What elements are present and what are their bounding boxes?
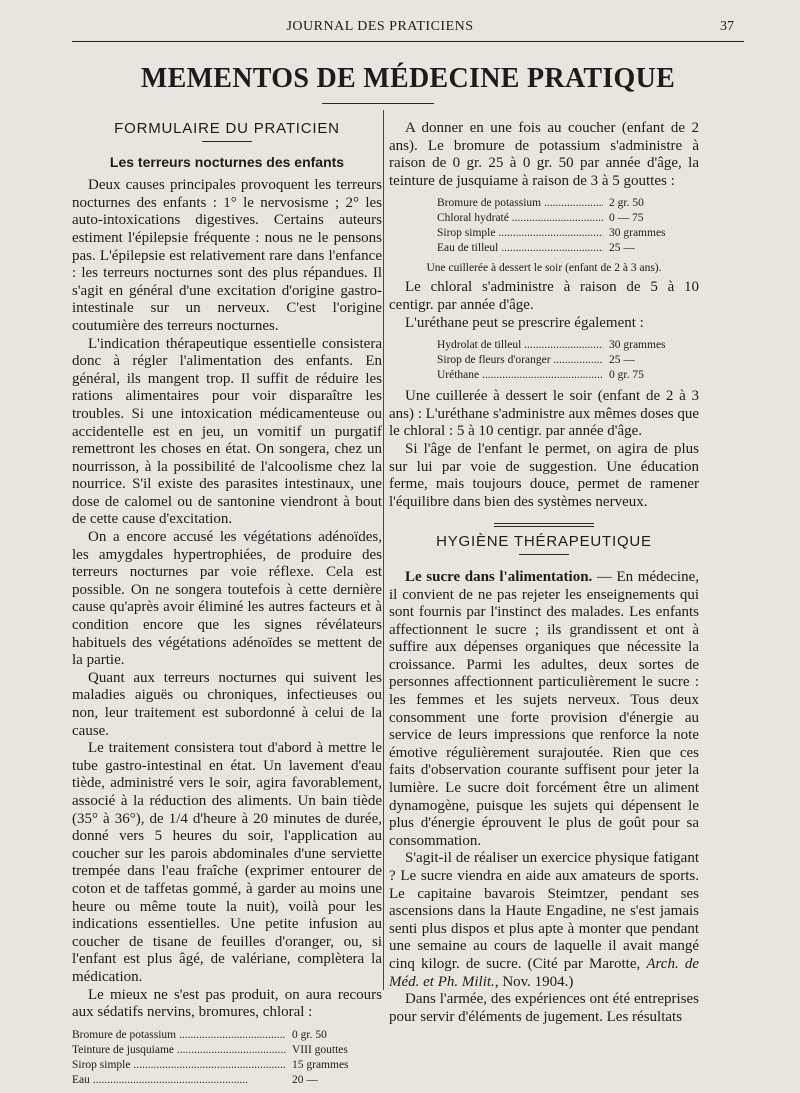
recipe-row bbox=[437, 338, 699, 353]
recipe-ingredient: Sirop simple ..... bbox=[72, 1058, 286, 1073]
recipe-quantity: 0 gr. 50 bbox=[292, 1028, 327, 1041]
title-rule bbox=[322, 103, 434, 104]
article-lead-title: Le sucre dans l'alimentation. bbox=[405, 568, 593, 585]
paragraph: Si l'âge de l'enfant le permet, on agira de plus sur lui par voie de suggestion. Une éducation ferme, mais toujours douce, permet de ramener l'équilibre dans bien des systèmes nerveux. bbox=[389, 440, 699, 510]
recipe-row bbox=[437, 353, 699, 368]
paragraph: On a encore accusé les végétations adénoïdes, les amygdales hypertrophiées, de produire des terreurs nocturnes par voie réflexe. Cela est possible. On ne songera toutefois à cette dernière cause qu'après avoir éliminé les autres facteurs et à condition encore que les signes révélateurs habituels des végétations adénoïdes se mettent de la partie. bbox=[72, 529, 382, 669]
recipe-quantity: 25 — bbox=[609, 242, 635, 255]
recipe-quantity: 2 gr. 50 bbox=[609, 197, 644, 210]
recipe-row bbox=[72, 1043, 372, 1058]
paragraph: Le traitement consistera tout d'abord à mettre le tube gastro-intestinal en état. Un lavement d'eau tiède, administré vers le soir, agira favorablement, associé à la réduction des aliments. Un bain tiède (35° à 36°), de 1/4 d'heure à 20 minutes de durée, donné vers 5 heures du soir, l'application au coucher sur les parois abdominales d'une serviette trempée dans l'eau fraîche (exprimer entourer de coton et de taffetas gommé, à garder au moins une heure ou même toute la nuit), voilà pour les indications essentielles. Une petite infusion au coucher de tisane de feuilles d'oranger, ou, si l'enfant est plus âgé, de valériane, complètera la médication. bbox=[72, 740, 382, 985]
recipe-quantity: 25 — bbox=[609, 354, 635, 367]
paragraph-intro: A donner en une fois au coucher (enfant de 2 ans). Le bromure de potassium s'administre à raison de 0 gr. 25 à 0 gr. 50 par année d'âge, la teinture de jusquiame à raison de 3 à 5 gouttes : bbox=[389, 120, 699, 189]
citation-reference: Arch. de Méd. et Ph. Milit. bbox=[389, 955, 699, 990]
recipe-ingredient: Uréthane ..... bbox=[437, 368, 603, 383]
header-rule bbox=[72, 41, 744, 42]
paragraph-text: S'agit-il de réaliser un exercice physique fatigant ? Le sucre viendra en aide aux amateurs de sports. Le capitaine bavarois Steimtzer, pendant ses ascensions dans la Haute Engadine, ne s'est jamais senti plus dispos et plus apte à monter que pendant une semaine au cours de laquelle il avait mangé cinq kilogr. de sucre. (Cité par Marotte, bbox=[389, 850, 699, 972]
recipe-row bbox=[437, 226, 699, 241]
recipe-bromure bbox=[72, 1028, 372, 1088]
recipe-ingredient: Bromure de potassium ..... bbox=[72, 1028, 286, 1043]
section-rule bbox=[519, 554, 569, 555]
right-column bbox=[389, 120, 699, 1026]
section-double-rule bbox=[494, 523, 594, 527]
recipe-row bbox=[437, 196, 699, 211]
recipe-urethane bbox=[437, 338, 699, 383]
recipe-row bbox=[72, 1073, 372, 1088]
running-head-title: JOURNAL DES PRATICIENS bbox=[286, 19, 474, 34]
paragraph: Le mieux ne s'est pas produit, on aura recours aux sédatifs nervins, bromures, chloral : bbox=[72, 986, 382, 1021]
recipe-ingredient: Sirop simple ..... bbox=[437, 226, 603, 241]
section-rule bbox=[202, 141, 252, 142]
section-title-formulaire: FORMULAIRE DU PRATICIEN bbox=[114, 120, 340, 137]
recipe-ingredient: Chloral hydraté ..... bbox=[437, 211, 603, 226]
recipe-ingredient: Eau ..... bbox=[72, 1073, 286, 1088]
section-title-hygiene: HYGIÈNE THÉRAPEUTIQUE bbox=[436, 533, 652, 551]
recipe-quantity: 30 grammes bbox=[609, 339, 666, 352]
recipe-ingredient: Bromure de potassium ..... bbox=[437, 196, 603, 211]
recipe-ingredient: Hydrolat de tilleul ..... bbox=[437, 338, 603, 353]
article-title: Les terreurs nocturnes des enfants bbox=[109, 153, 345, 170]
recipe-row bbox=[437, 211, 699, 226]
recipe-quantity: 20 — bbox=[292, 1073, 318, 1086]
running-head bbox=[0, 19, 800, 41]
page-number: 37 bbox=[720, 19, 734, 34]
recipe-ingredient: Sirop de fleurs d'oranger ..... bbox=[437, 353, 603, 368]
recipe-quantity: 0 — 75 bbox=[609, 212, 644, 225]
paragraph: Le chloral s'administre à raison de 5 à 10 centigr. par année d'âge. bbox=[389, 279, 699, 313]
recipe-quantity: 15 grammes bbox=[292, 1058, 349, 1071]
paragraph-sucre-2 bbox=[389, 850, 699, 991]
column-divider bbox=[383, 110, 384, 990]
paragraph-sucre bbox=[389, 569, 699, 851]
paragraph-text: — En médecine, il convient de ne pas rejeter les enseignements qui sont fournis par l'instinct des malades. Les enfants affectionnent le sucre ; ils grandissent et ont à suffire aux dépenses organiques que nécessite la croissance. Parmi les adultes, deux sortes de personnes affectionnent particulièrement le sucre : les femmes et les sujets nerveux. Tous deux consomment une forte provision d'énergie au service de leurs impressions que renforce la note émotive régulièrement surajoutée. Rien que ces faits d'observation courante suffisent pour jeter la lumière. Le sucre doit forcément être un aliment dynamogène, puisque les sujets qui dépensent le plus d'énergie éprouvent le plus de goût pour sa consommation. bbox=[389, 568, 699, 849]
recipe-quantity: 30 grammes bbox=[609, 227, 666, 240]
paragraph: L'uréthane peut se prescrire également : bbox=[405, 314, 644, 331]
recipe-row bbox=[72, 1028, 372, 1043]
recipe-row bbox=[72, 1058, 372, 1073]
recipe-note: Une cuillerée à dessert le soir (enfant de 2 à 3 ans). bbox=[426, 262, 662, 275]
paragraph: Deux causes principales provoquent les terreurs nocturnes des enfants : 1° le nervosisme ; 2° les auto-intoxications digestives. Certains auteurs estiment l'épilepsie fréquente : nous ne le pensons pas. L'épilepsie est relativement rare dans l'enfance : les terreurs nocturnes sont des plus répandues. Il s'agit en général d'une excitation d'origine gastro-intestinale sur un nerveux. C'est l'origine coutumière des terreurs nocturnes. bbox=[72, 177, 382, 334]
paragraph: Quant aux terreurs nocturnes qui suivent les maladies aiguës ou chroniques, infectieuses ou non, leur traitement est subordonné à celui de la cause. bbox=[72, 669, 382, 739]
main-title: MEMENTOS DE MÉDECINE PRATIQUE bbox=[140, 63, 676, 94]
recipe-ingredient: Eau de tilleul ..... bbox=[437, 241, 603, 256]
recipe-chloral bbox=[437, 196, 699, 256]
left-column bbox=[72, 118, 382, 1093]
paragraph: Une cuillerée à dessert le soir (enfant de 2 à 3 ans) : L'uréthane s'administre aux mêmes doses que le chloral : 5 à 10 centigr. par année d'âge. bbox=[389, 388, 699, 440]
paragraph: L'indication thérapeutique essentielle consistera donc à régler l'alimentation des enfants. En général, ils mangent trop. Il suffit de réduire les rations alimentaires pour voir disparaître les troubles. Si une intoxication médicamenteuse ou accidentelle est en jeu, un vomitif un purgatif remettront les choses en état. On songera, chez un nourrisson, à la possibilité de l'alcoolisme chez la nourrice. S'il existe des parasites intestinaux, une dose de calomel ou de santonine viendront à bout de cette cause d'excitation. bbox=[72, 335, 382, 528]
paragraph-text: , Nov. 1904.) bbox=[494, 973, 574, 990]
recipe-quantity: VIII gouttes bbox=[292, 1043, 348, 1056]
recipe-row bbox=[437, 241, 699, 256]
recipe-ingredient: Teinture de jusquiame ..... bbox=[72, 1043, 286, 1058]
recipe-row bbox=[437, 368, 699, 383]
recipe-quantity: 0 gr. 75 bbox=[609, 369, 644, 382]
paragraph: Dans l'armée, des expériences ont été entreprises pour servir d'éléments de jugement. Les résultats bbox=[389, 991, 699, 1025]
